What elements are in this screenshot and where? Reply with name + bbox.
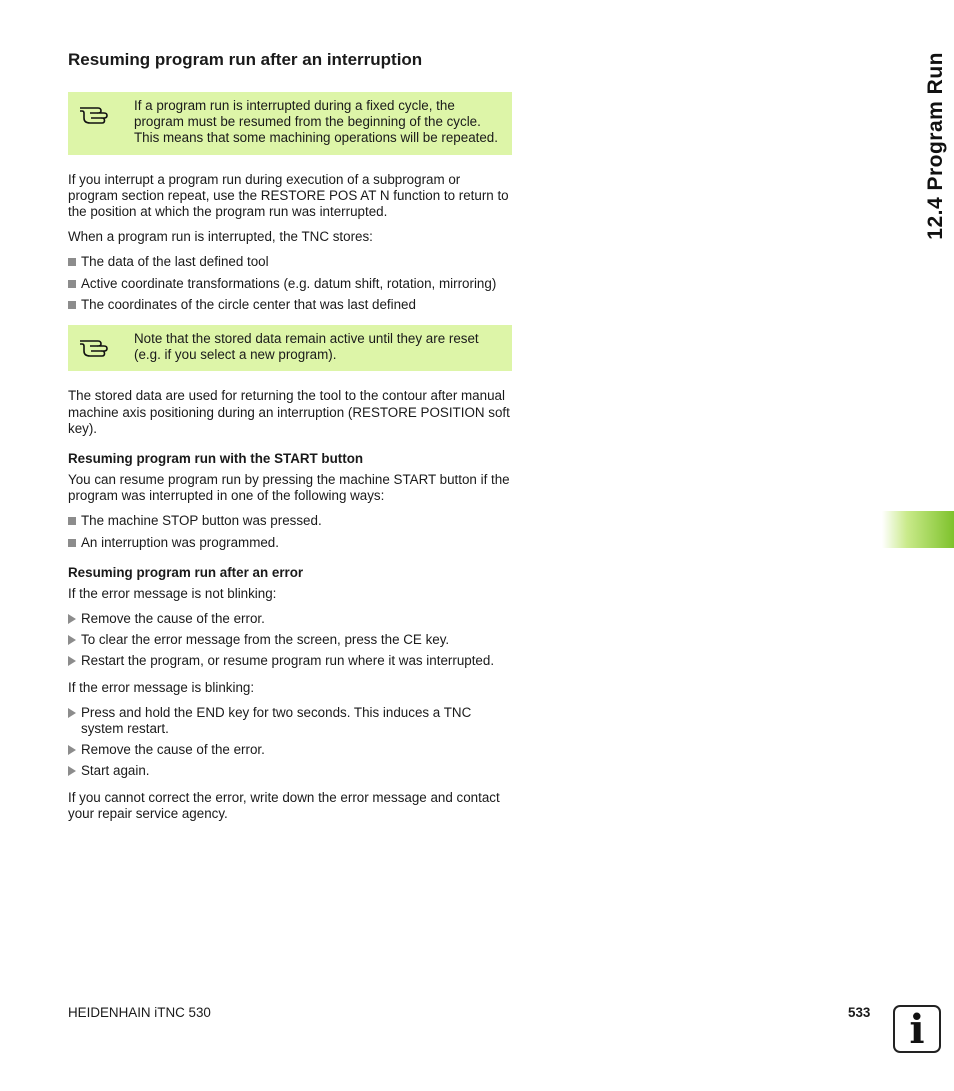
steps-blinking-list <box>68 705 512 780</box>
note-box-fixed-cycle <box>68 92 512 155</box>
step-item: Restart the program, or resume program run where it was interrupted. <box>68 653 512 669</box>
stored-data-list <box>68 254 512 313</box>
list-item: An interruption was programmed. <box>68 535 512 551</box>
square-bullet-icon <box>68 280 76 288</box>
footer-product-name: HEIDENHAIN iTNC 530 <box>68 1005 211 1020</box>
paragraph-not-blinking: If the error message is not blinking: <box>68 585 277 601</box>
paragraph-start-button: You can resume program run by pressing the machine START button if the program was interrupted in one of the following ways: <box>68 472 510 504</box>
chapter-side-title: 12.4 Program Run <box>924 52 947 240</box>
paragraph-repair-service: If you cannot correct the error, write down the error message and contact your repair service agency. <box>68 789 500 821</box>
pointing-hand-icon <box>78 333 112 359</box>
arrow-bullet-icon <box>68 745 76 755</box>
paragraph-blinking: If the error message is blinking: <box>68 679 255 695</box>
square-bullet-icon <box>68 539 76 547</box>
arrow-bullet-icon <box>68 656 76 666</box>
step-item: Remove the cause of the error. <box>68 611 512 627</box>
step-item: Start again. <box>68 763 512 779</box>
chapter-tab-marker <box>882 511 954 548</box>
arrow-bullet-icon <box>68 635 76 645</box>
note-text: Note that the stored data remain active until they are reset (e.g. if you select a new program). <box>134 331 479 363</box>
square-bullet-icon <box>68 258 76 266</box>
note-text: If a program run is interrupted during a fixed cycle, the program must be resumed from the beginning of the cycle. This means that some machining operations will be repeated. <box>134 98 498 146</box>
steps-not-blinking-list <box>68 611 512 670</box>
page-content <box>68 48 512 831</box>
section-title: Resuming program run after an interruption <box>68 50 423 69</box>
step-item: To clear the error message from the screen, press the CE key. <box>68 632 512 648</box>
paragraph-restore-pos: If you interrupt a program run during execution of a subprogram or program section repeat, use the RESTORE POS AT N function to return to the position at which the program run was interrupted. <box>68 171 509 220</box>
arrow-bullet-icon <box>68 614 76 624</box>
square-bullet-icon <box>68 301 76 309</box>
arrow-bullet-icon <box>68 766 76 776</box>
step-item: Remove the cause of the error. <box>68 742 512 758</box>
page-number: 533 <box>848 1005 871 1020</box>
list-item: Active coordinate transformations (e.g. datum shift, rotation, mirroring) <box>68 276 512 292</box>
step-item: Press and hold the END key for two seconds. This induces a TNC system restart. <box>68 705 512 737</box>
pointing-hand-icon <box>78 100 112 126</box>
interruption-ways-list <box>68 513 512 550</box>
arrow-bullet-icon <box>68 708 76 718</box>
list-item: The machine STOP button was pressed. <box>68 513 512 529</box>
list-item: The coordinates of the circle center that was last defined <box>68 297 512 313</box>
square-bullet-icon <box>68 517 76 525</box>
paragraph-tnc-stores: When a program run is interrupted, the TNC stores: <box>68 229 373 245</box>
info-icon: i <box>893 1005 941 1053</box>
subheading-error: Resuming program run after an error <box>68 564 304 580</box>
list-item: The data of the last defined tool <box>68 254 512 270</box>
note-box-stored-data <box>68 325 512 371</box>
paragraph-stored-data-use: The stored data are used for returning the tool to the contour after manual machine axis positioning during an interruption (RESTORE POSITION soft key). <box>68 388 510 436</box>
subheading-start-button: Resuming program run with the START button <box>68 451 364 467</box>
